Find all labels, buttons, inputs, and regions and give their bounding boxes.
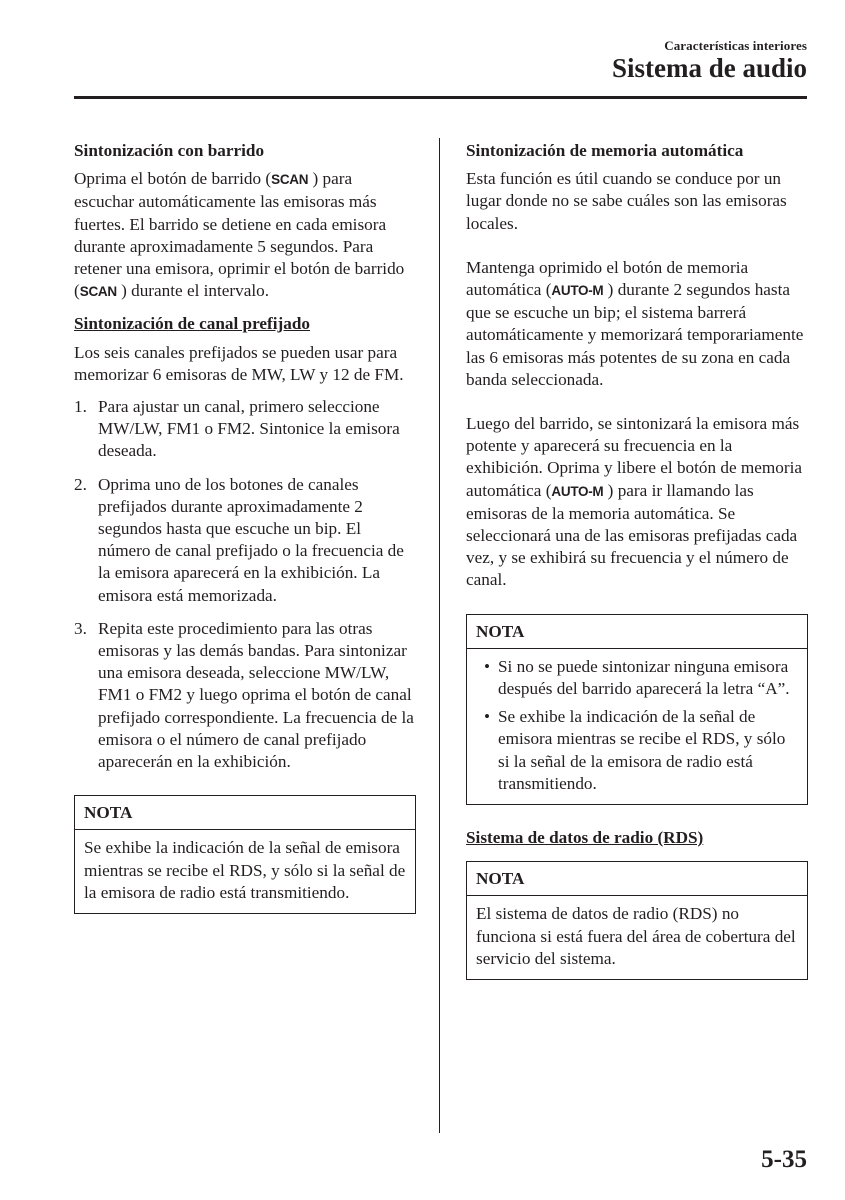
auto-memory-paragraph-2 bbox=[466, 257, 808, 391]
step-text: Para ajustar un canal, primero seleccione MW/LW, FM1 o FM2. Sintonice la emisora deseada. bbox=[98, 397, 400, 461]
scan-button-label: SCAN bbox=[79, 284, 117, 300]
note-heading: NOTA bbox=[75, 796, 415, 830]
note-list-item bbox=[476, 706, 798, 795]
scan-text-3: ) durante el intervalo. bbox=[121, 281, 270, 301]
note-heading: NOTA bbox=[467, 615, 807, 649]
auto-text-d: ) para ir llamando las emisoras de la memoria automática. Se seleccionará una de las emisoras prefijadas cada vez, y se exhibirá su frecuencia y el número de canal. bbox=[466, 480, 798, 590]
auto-memory-paragraph-1: Esta función es útil cuando se conduce por un lugar donde no se sabe cuáles son las emisoras locales. bbox=[466, 169, 787, 233]
step-item bbox=[74, 474, 416, 607]
note-heading: NOTA bbox=[467, 862, 807, 896]
step-text: Repita este procedimiento para las otras emisoras y las demás bandas. Para sintonizar una emisora deseada, seleccione MW/LW, FM1 o FM2 y luego oprima el botón de canal prefijado correspondiente. La frecuencia de la emisora o el número de canal prefijado aparecerán en la exhibición. bbox=[98, 618, 414, 772]
scan-text-2: ) para escuchar automáticamente las emisoras más fuertes. El barrido se detiene en cada emisora durante aproximadamente 5 segundos. Para retener una emisora, oprimir el botón de barrido ( bbox=[74, 169, 405, 301]
auto-memory-heading: Sintonización de memoria automática bbox=[466, 141, 744, 160]
auto-text-a: Mantenga oprimido el botón de memoria automática ( bbox=[466, 257, 749, 300]
note-list bbox=[476, 656, 798, 795]
preset-heading: Sintonización de canal prefijado bbox=[74, 314, 311, 334]
auto-memory-paragraph-3 bbox=[466, 413, 808, 592]
scan-paragraph bbox=[74, 168, 416, 303]
header-rule bbox=[74, 96, 807, 99]
step-item bbox=[74, 396, 416, 463]
column-divider bbox=[439, 138, 440, 1133]
step-number: 2. bbox=[74, 474, 87, 494]
rds-heading: Sistema de datos de radio (RDS) bbox=[466, 828, 704, 848]
note-body: Se exhibe la indicación de la señal de emisora mientras se recibe el RDS, y sólo si la señal de la emisora de radio está transmitiendo. bbox=[84, 838, 406, 902]
bullet-icon: • bbox=[484, 656, 491, 676]
page-title: Sistema de audio bbox=[611, 53, 807, 83]
section-header: Características interiores bbox=[664, 38, 807, 53]
auto-text-b: ) durante 2 segundos hasta que se escuche un bip; el sistema barrerá automáticamente y memorizará temporariamente las 6 emisoras más potentes de su zona en cada banda seleccionada. bbox=[466, 280, 804, 389]
preset-intro: Los seis canales prefijados se pueden usar para memorizar 6 emisoras de MW, LW y 12 de FM. bbox=[74, 342, 404, 384]
note-list-item bbox=[476, 656, 798, 700]
auto-m-button-label: AUTO-M bbox=[551, 283, 604, 299]
step-number: 3. bbox=[74, 618, 87, 638]
auto-text-c: Luego del barrido, se sintonizará la emisora más potente y aparecerá su frecuencia en la exhibición. Oprima y libere el botón de memoria automática ( bbox=[466, 414, 803, 500]
step-text: Oprima uno de los botones de canales prefijados durante aproximadamente 2 segundos hasta que escuche un bip. El número de canal prefijado o la frecuencia de la emisora aparecerá en la exhibición. La emisora está memorizada. bbox=[98, 474, 404, 605]
step-number: 1. bbox=[74, 397, 87, 417]
note-box bbox=[466, 861, 808, 980]
right-column bbox=[466, 140, 808, 980]
bullet-icon: • bbox=[484, 707, 491, 727]
note-body bbox=[467, 649, 807, 804]
note-body: El sistema de datos de radio (RDS) no funciona si está fuera del área de cobertura del servicio del sistema. bbox=[476, 904, 796, 968]
scan-button-label: SCAN bbox=[271, 172, 309, 188]
scan-heading: Sintonización con barrido bbox=[74, 141, 265, 160]
note-item-text: Si no se puede sintonizar ninguna emisora después del barrido aparecerá la letra “A”. bbox=[498, 656, 790, 699]
page-number: 5-35 bbox=[761, 1146, 807, 1173]
auto-m-button-label: AUTO-M bbox=[551, 483, 604, 499]
note-box bbox=[74, 795, 416, 914]
note-box bbox=[466, 614, 808, 805]
preset-steps bbox=[74, 396, 416, 773]
step-item bbox=[74, 618, 416, 773]
scan-text-1: Oprima el botón de barrido ( bbox=[74, 169, 272, 189]
note-item-text: Se exhibe la indicación de la señal de emisora mientras se recibe el RDS, y sólo si la señal de la emisora de radio está transmitiendo. bbox=[498, 707, 786, 793]
left-column bbox=[74, 140, 416, 914]
